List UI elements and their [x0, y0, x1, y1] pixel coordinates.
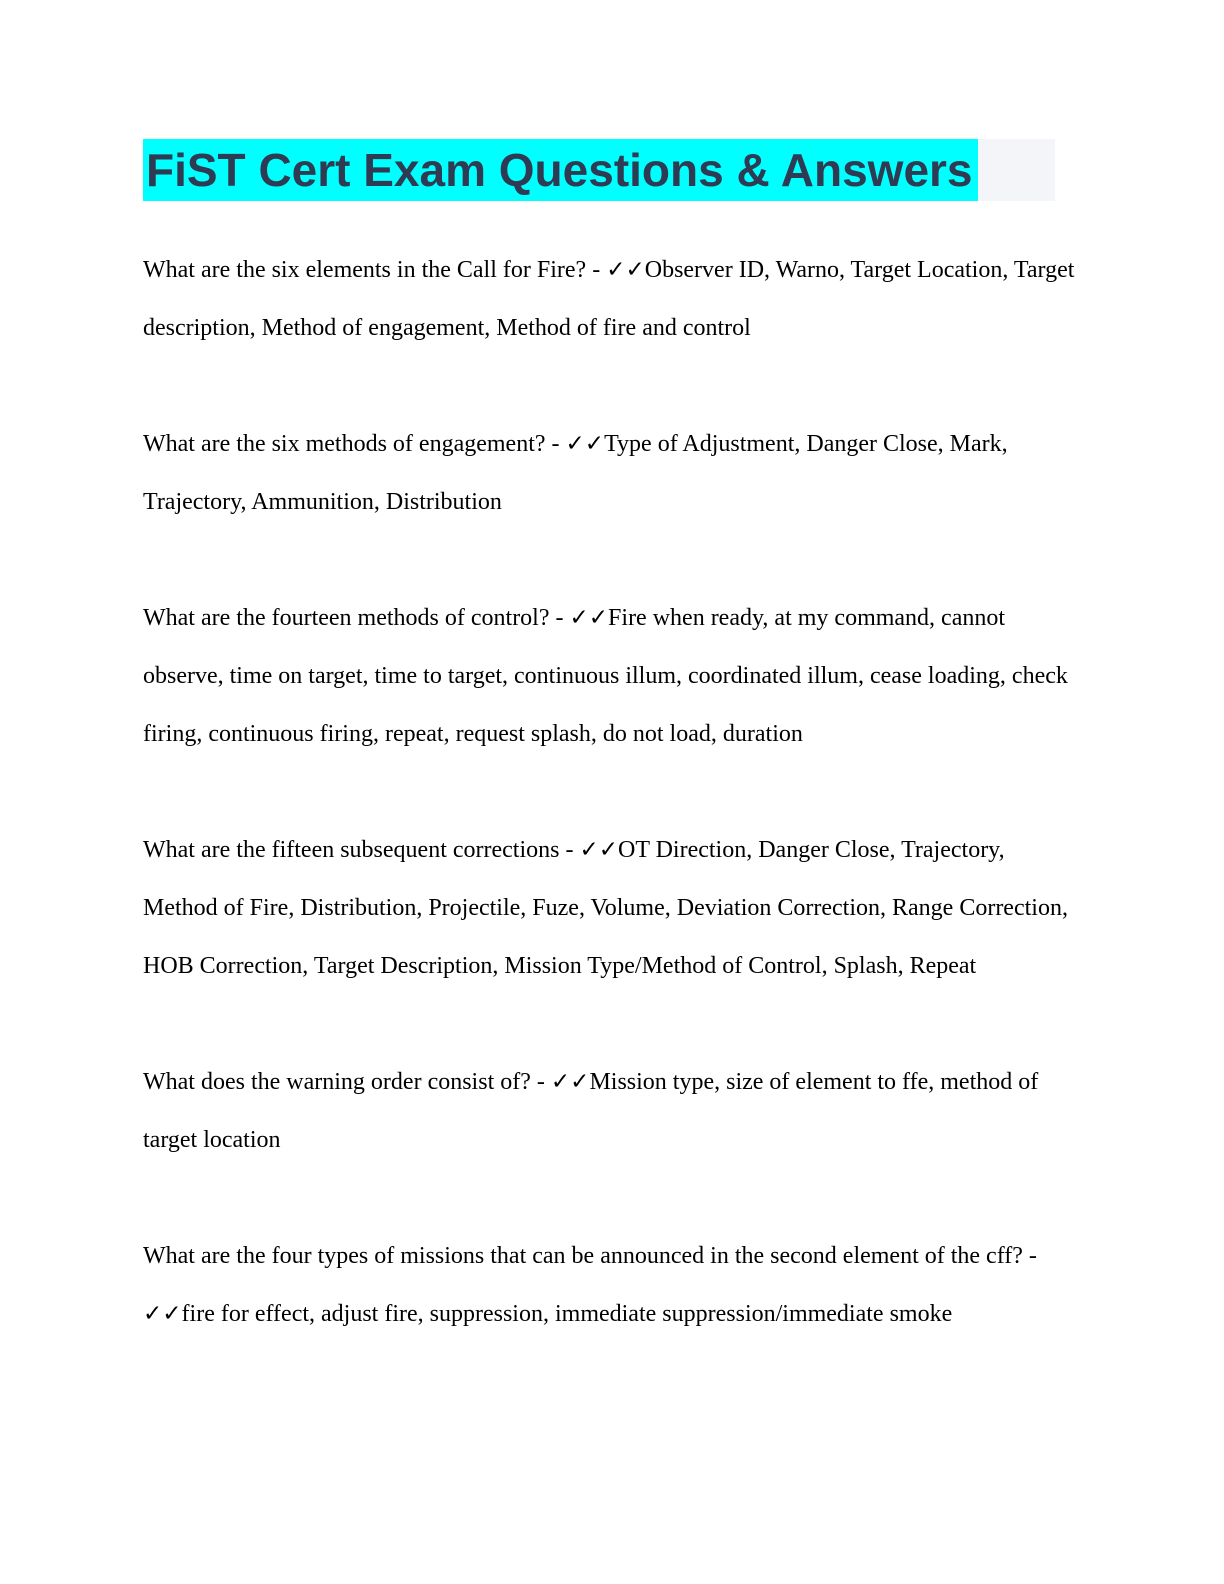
qa-block	[143, 589, 1083, 763]
qa-block	[143, 1227, 1083, 1343]
page-title: FiST Cert Exam Questions & Answers	[143, 139, 978, 201]
answer-text: Mission type, size of element to ffe, method of target location	[143, 1069, 1039, 1153]
question-text: What does the warning order consist of?	[143, 1069, 531, 1095]
title-row	[143, 139, 1224, 201]
qa-block	[143, 241, 1083, 357]
checkmark-icon: ✓✓	[606, 257, 645, 283]
question-text: What are the six elements in the Call for Fire?	[143, 257, 587, 283]
question-answer-separator: -	[586, 257, 607, 283]
qa-block	[143, 1053, 1083, 1169]
question-answer-separator: -	[1022, 1243, 1037, 1269]
question-answer-separator: -	[530, 1069, 551, 1095]
document-body	[143, 241, 1083, 1343]
title-highlight-filler	[978, 139, 1055, 201]
question-answer-separator: -	[545, 431, 566, 457]
qa-block	[143, 415, 1083, 531]
question-text: What are the six methods of engagement?	[143, 431, 546, 457]
checkmark-icon: ✓✓	[569, 605, 609, 631]
checkmark-icon: ✓✓	[579, 837, 619, 863]
answer-text: fire for effect, adjust fire, suppression, immediate suppression/immediate smoke	[181, 1301, 953, 1327]
answer-text: Observer ID, Warno, Target Location, Target description, Method of engagement, Method of fire and control	[143, 257, 1075, 341]
question-text: What are the fourteen methods of control?	[143, 605, 550, 631]
answer-text: Type of Adjustment, Danger Close, Mark, Trajectory, Ammunition, Distribution	[143, 431, 1008, 515]
question-answer-separator: -	[559, 837, 580, 863]
question-answer-separator: -	[549, 605, 570, 631]
question-text: What are the four types of missions that can be announced in the second element of the cff?	[143, 1243, 1023, 1269]
question-text: What are the fifteen subsequent corrections	[143, 837, 560, 863]
answer-text: Fire when ready, at my command, cannot observe, time on target, time to target, continuous illum, coordinated illum, cease loading, check firing, continuous firing, repeat, request splash, do not load, duration	[143, 605, 1068, 747]
qa-block	[143, 821, 1083, 995]
checkmark-icon: ✓✓	[550, 1069, 590, 1095]
checkmark-icon: ✓✓	[143, 1301, 182, 1327]
checkmark-icon: ✓✓	[565, 431, 605, 457]
answer-text: OT Direction, Danger Close, Trajectory, Method of Fire, Distribution, Projectile, Fuze, Volume, Deviation Correction, Range Correction, HOB Correction, Target Description, Mission Type/Method of Control, Splash, Repeat	[143, 837, 1068, 979]
